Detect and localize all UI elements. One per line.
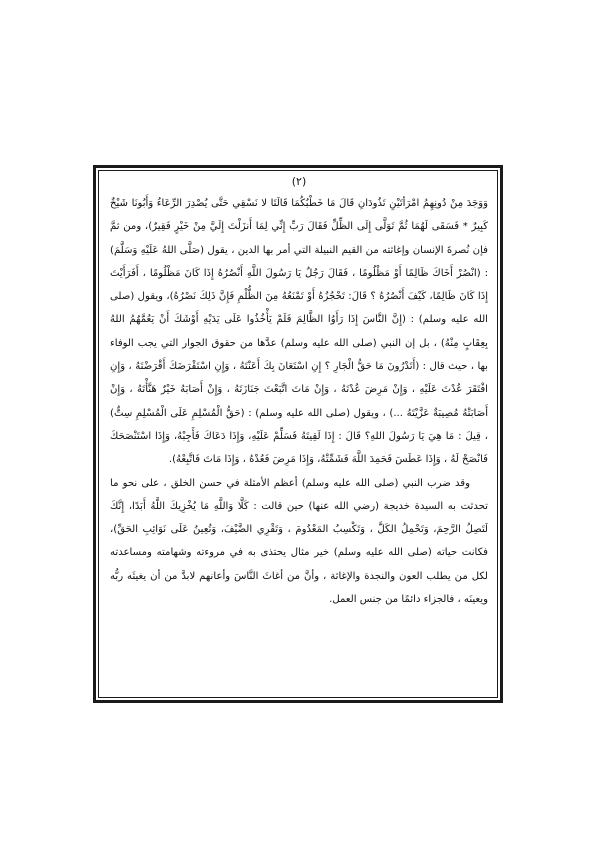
page-content [110, 172, 488, 611]
page-number: (٢) [291, 175, 307, 188]
body-text [110, 192, 488, 611]
paragraph-2: وقد ضرب النبي (صلى الله عليه وسلم) أعظم الأمثلة في حسن الخلق ، على نحو ما تحدثت به السيدة خديجة (رضي الله عنها) حين قالت : كَلَّا وَاللَّهِ مَا يُخْزِيكَ اللَّهُ أَبَدًا، إِنَّكَ لَتَصِلُ الرَّحِمَ، وَتَحْمِلُ الكَلَّ ، وَتَكْسِبُ المَعْدُومَ ، وَتَقْرِي الضَّيْفَ، وَتُعِينُ عَلَى نَوَائِبِ الحَقِّ)، فكانت حياته (صلى الله عليه وسلم) خير مثال يحتذى به في مروءته وشهامته ومساعدته لكل من يطلب العون والنجدة والإغاثة ، وأنَّ من أغاثَ النَّاسَ وأعانهم لابدَّ من أن يغيثَه ربُّه ويعينَه ، فالجزاء دائمًا من جنس العمل. [110, 477, 488, 606]
paragraph-1: وَوَجَدَ مِنْ دُونِهِمُ امْرَأتَيْنِ تَذُودَانِ قَالَ مَا خَطْبُكُمَا قَالَتَا لا نَسْقِي حَتَّى يُصْدِرَ الرِّعَاءُ وَأَبُونَا شَيْخٌ كَبِيرٌ * فَسَقَى لَهُمَا ثُمَّ تَوَلَّى إِلَى الظِّلِّ فَقَالَ رَبِّ إِنِّي لِمَا أَنزَلْتَ إِلَيَّ مِنْ خَيْرٍ فَقِيرٌ)، ومن ثمَّ فإن نُصرةَ الإنسان وإغاثته من القيم النبيلة التي أمر بها الدين ، يقول (صَلَّى اللهُ عَلَيْهِ وَسَلَّمَ) : (انْصُرْ أَخَاكَ ظَالِمًا أَوْ مَظْلُومًا ، فَقَالَ رَجُلٌ يَا رَسُولَ اللَّهِ أَنْصُرُهُ إِذَا كَانَ مَظْلُومًا ، أَفَرَأَيْتَ إِذَا كَانَ ظَالِمًا، كَيْفَ أَنْصُرُهُ ؟ قَالَ: تَحْجُزُهُ أَوْ تَمْنَعُهُ مِنَ الظُّلْمِ فَإِنَّ ذَلِكَ نَصْرُهُ)، ويقول (صلى الله عليه وسلم) : (إِنَّ النَّاسَ إِذَا رَأَوُا الظَّالِمَ فَلَمْ يَأْخُذُوا عَلَى يَدَيْهِ أَوْشَكَ أَنْ يَعُمَّهُمُ اللهُ بِعِقَابٍ مِنْهُ) ، بل إن النبي (صلى الله عليه وسلم) عدَّها من حقوق الجوار التي يجب الوفاء بها ، حيث قال : (أَتَدْرُونَ مَا حَقُّ الْجَارِ ؟ إِنِ اسْتَعَانَ بِكَ أَعَنْتَهُ ، وَإِنِ اسْتَقْرَضَكَ أَقْرَضْتَهُ ، وَإِنِ افْتَقَرَ عُدْتَ عَلَيْهِ ، وَإِنْ مَرِضَ عُدْتَهُ ، وَإِنْ مَاتَ اتَّبَعْتَ جَنَازَتَهُ ، وَإِنْ أَصَابَهُ خَيْرٌ هَنَّأْتَهُ ، وَإِنْ أَصَابَتْهُ مُصِيبَةٌ عَزَّيْتَهُ ...) ، ويقول (صلى الله عليه وسلم) : (حَقُّ الْمُسْلِمِ عَلَى الْمُسْلِمِ سِتٌّ) ، قِيلَ : مَا هِيَ يَا رَسُولَ اللهِ؟ قَالَ : إِذَا لَقِيتَهُ فَسَلِّمْ عَلَيْهِ، وَإِذَا دَعَاكَ فَأَجِبْهُ، وَإِذَا اسْتَنْصَحَكَ فَانْصَحْ لَهُ ، وَإِذَا عَطَسَ فَحَمِدَ اللَّهَ فَشَمِّتْهُ، وَإِذَا مَرِضَ فَعُدْهُ ، وَإِذَا مَاتَ فَاتَّبِعْهُ). [110, 198, 488, 466]
